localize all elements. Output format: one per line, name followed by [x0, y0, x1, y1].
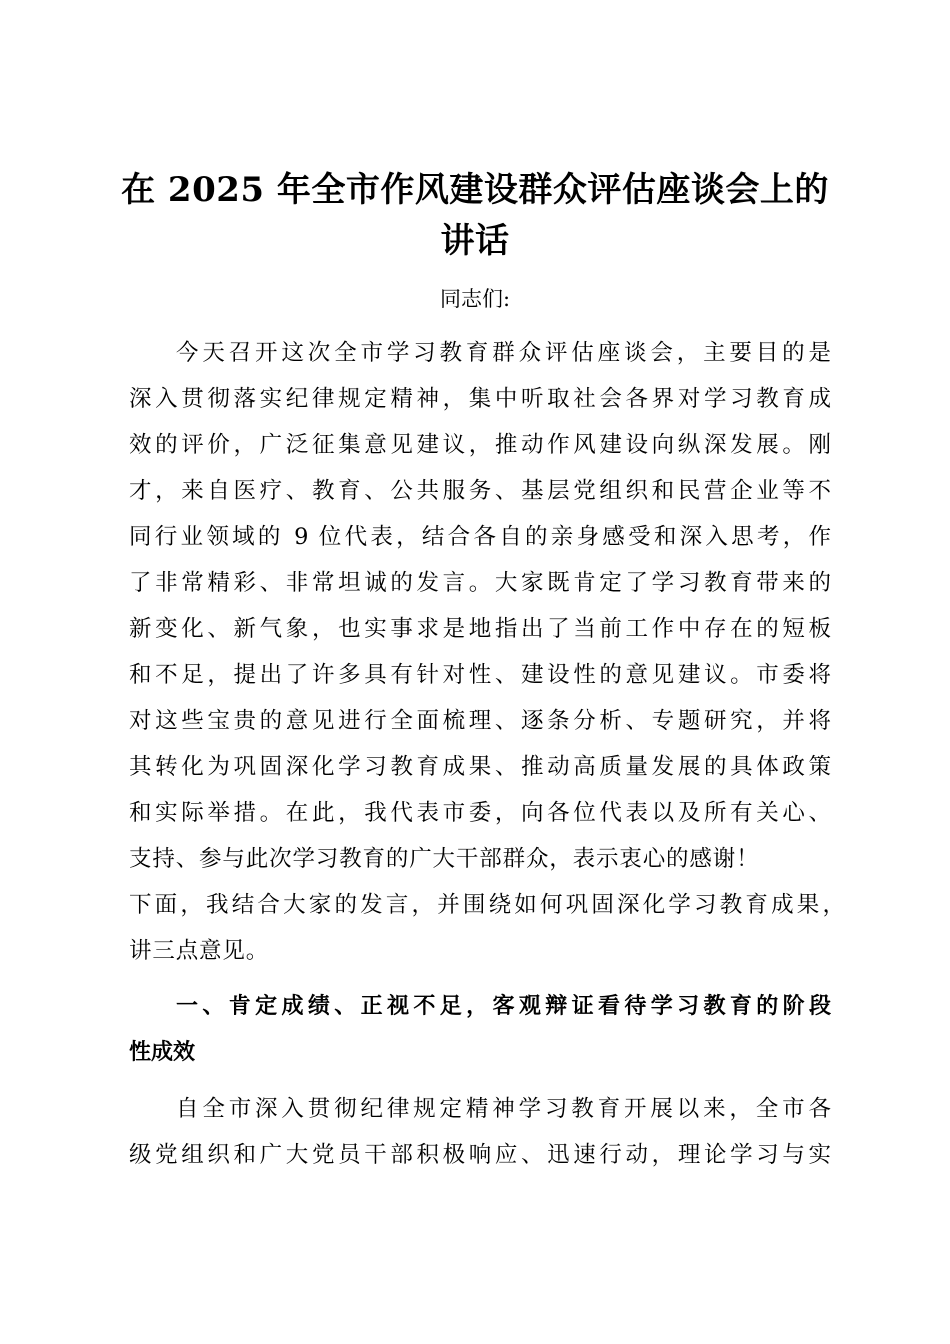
paragraph-line: 才，来自医疗、教育、公共服务、基层党组织和民营企业等不	[129, 478, 831, 504]
paragraph-line: 级党组织和广大党员干部积极响应、迅速行动，理论学习与实	[129, 1142, 831, 1168]
paragraph-line: 支持、参与此次学习教育的广大干部群众，表示衷心的感谢！	[129, 846, 760, 872]
paragraph-line: 和实际举措。在此，我代表市委，向各位代表以及所有关心、	[129, 800, 831, 826]
document-title-line-2: 讲话	[440, 221, 510, 261]
paragraph-line: 和不足，提出了许多具有针对性、建设性的意见建议。市委将	[129, 662, 831, 688]
paragraph-line: 深入贯彻落实纪律规定精神，集中听取社会各界对学习教育成	[129, 386, 831, 412]
paragraph-line: 了非常精彩、非常坦诚的发言。大家既肯定了学习教育带来的	[129, 570, 831, 596]
paragraph-line: 新变化、新气象，也实事求是地指出了当前工作中存在的短板	[129, 616, 831, 642]
paragraph-line: 讲三点意见。	[129, 938, 270, 964]
section-heading-line: 性成效	[129, 1040, 196, 1065]
paragraph-line: 今天召开这次全市学习教育群众评估座谈会，主要目的是	[176, 340, 831, 366]
section-heading-line: 一、肯定成绩、正视不足，客观辩证看待学习教育的阶段	[176, 994, 831, 1019]
paragraph-line: 效的评价，广泛征集意见建议，推动作风建设向纵深发展。刚	[129, 432, 831, 458]
paragraph-line: 其转化为巩固深化学习教育成果、推动高质量发展的具体政策	[129, 754, 831, 780]
salutation: 同志们:	[439, 287, 511, 311]
paragraph-line: 对这些宝贵的意见进行全面梳理、逐条分析、专题研究，并将	[129, 708, 831, 734]
paragraph-line: 下面，我结合大家的发言，并围绕如何巩固深化学习教育成果，	[129, 892, 845, 918]
paragraph-line: 自全市深入贯彻纪律规定精神学习教育开展以来，全市各	[176, 1096, 831, 1122]
paragraph-line: 同行业领域的 9 位代表，结合各自的亲身感受和深入思考，作	[129, 524, 831, 550]
document-title-line-1: 在 2025 年全市作风建设群众评估座谈会上的	[121, 170, 829, 210]
